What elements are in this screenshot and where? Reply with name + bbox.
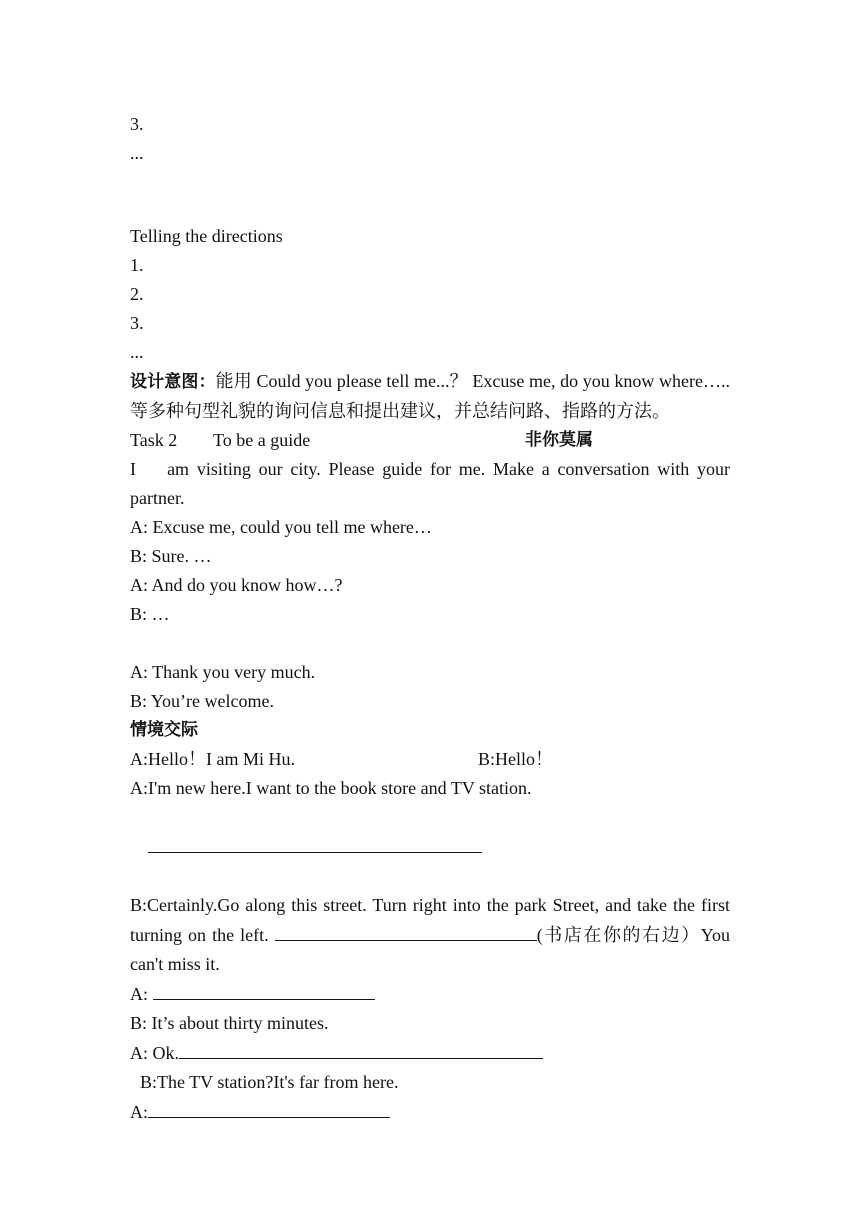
answer-blank[interactable]	[148, 832, 482, 853]
answer-blank[interactable]	[153, 979, 375, 1000]
dialogue-line: B: …	[130, 604, 170, 624]
answer-blank[interactable]	[148, 1097, 390, 1118]
situation-heading: 情境交际	[130, 720, 198, 740]
speaker-prefix: A:	[130, 984, 148, 1004]
design-intent-label: 设计意图：	[130, 372, 216, 392]
situation-answer-line	[130, 1038, 730, 1068]
closing-line: B: You’re welcome.	[130, 691, 274, 711]
situation-line-b: B:Hello！	[478, 749, 553, 769]
situation-line: B:The TV station?It's far from here.	[140, 1072, 399, 1092]
situation-line: A:I'm new here.I want to the book store and TV station.	[130, 778, 532, 798]
blank-gap	[130, 168, 730, 222]
situation-text: B:Certainly.Go along this street. Turn right into the park Street, and take the first turning on the left.	[130, 895, 735, 945]
directions-item-3: 3.	[130, 313, 144, 333]
situation-answer-line	[130, 1097, 730, 1127]
task2-tag: 非你莫属	[525, 430, 593, 450]
situation-text: (书店在你的右边）You can't miss it.	[130, 925, 735, 974]
list-ellipsis: ...	[130, 143, 144, 163]
directions-item-1: 1.	[130, 255, 144, 275]
blank-gap	[130, 629, 730, 658]
dialogue-line: A: Excuse me, could you tell me where…	[130, 517, 432, 537]
task2-number: Task 2	[130, 430, 178, 450]
answer-blank[interactable]	[179, 1038, 543, 1059]
situation-line: B: It’s about thirty minutes.	[130, 1013, 329, 1033]
speaker-prefix: A: Ok.	[130, 1043, 179, 1063]
design-intent-paragraph	[130, 367, 730, 426]
situation-directions-paragraph	[130, 891, 735, 979]
speaker-prefix: A:	[130, 1102, 148, 1122]
directions-item-2: 2.	[130, 284, 144, 304]
directions-ellipsis: ...	[130, 342, 144, 362]
task2-header	[130, 426, 730, 455]
answer-blank-line	[130, 803, 730, 891]
dialogue-line: B: Sure. …	[130, 546, 212, 566]
answer-blank[interactable]	[275, 920, 537, 941]
task2-instruction: I am visiting our city. Please guide for me. Make a conversation with your partner.	[130, 459, 735, 508]
design-intent-text: 能用 Could you please tell me...？ Excuse me, do you know where…..等多种句型礼貌的询问信息和提出建议，并总结问路、指路的方法。	[130, 371, 731, 421]
situation-greeting-row	[130, 745, 730, 774]
task2-title: To be a guide	[213, 430, 311, 450]
directions-heading: Telling the directions	[130, 226, 283, 246]
dialogue-line: A: And do you know how…?	[130, 575, 343, 595]
list-item-3: 3.	[130, 114, 144, 134]
closing-line: A: Thank you very much.	[130, 662, 316, 682]
situation-answer-line	[130, 979, 730, 1009]
document-page	[130, 110, 735, 1127]
situation-line-a: A:Hello！I am Mi Hu.	[130, 749, 295, 769]
